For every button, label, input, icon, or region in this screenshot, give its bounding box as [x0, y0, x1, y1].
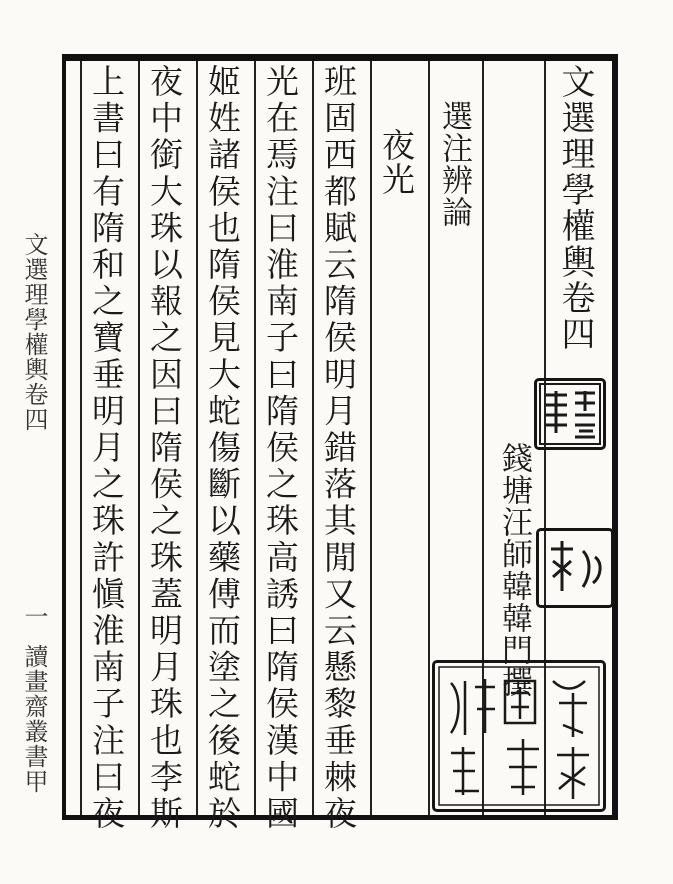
frame-left-border: [62, 54, 66, 820]
section-title: 選注辨論: [436, 100, 472, 228]
column-rule: [196, 61, 198, 815]
body-column-1: 班固西都賦云隋侯明月錯落其閒又云懸黎垂棘夜: [319, 64, 358, 833]
margin-leaf-number: 一: [20, 604, 48, 629]
column-rule: [370, 61, 372, 815]
frame-right-border: [612, 54, 618, 820]
book-title: 文選理學權輿卷四: [555, 64, 595, 352]
body-column-4: 夜中銜大珠以報之因曰隋侯之珠蓋明月珠也李斯: [145, 64, 184, 833]
column-rule: [312, 61, 314, 815]
margin-library-name: 讀畫齋叢書甲: [20, 644, 48, 794]
body-column-5: 上書曰有隋和之寶垂明月之珠許愼淮南子注曰夜: [87, 64, 126, 833]
body-column-2: 光在焉注曰淮南子曰隋侯之珠高誘曰隋侯漢中國: [261, 64, 300, 833]
column-rule: [428, 61, 430, 815]
frame-top-border: [62, 54, 618, 61]
square-seal-stamp: [534, 378, 606, 450]
body-column-3: 姬姓諸侯也隋侯見大蛇傷斷以藥傅而塗之後蛇於: [203, 64, 242, 833]
column-rule: [254, 61, 256, 815]
column-rule: [80, 61, 82, 815]
entry-heading: 夜光: [377, 128, 416, 196]
author-line: 錢塘汪師韓韓門撰: [496, 442, 532, 698]
margin-running-title: 文選理學權輿卷四: [20, 232, 48, 432]
rectangular-seal-stamp: [536, 528, 614, 608]
library-seal-stamp: [432, 660, 606, 812]
column-rule: [138, 61, 140, 815]
